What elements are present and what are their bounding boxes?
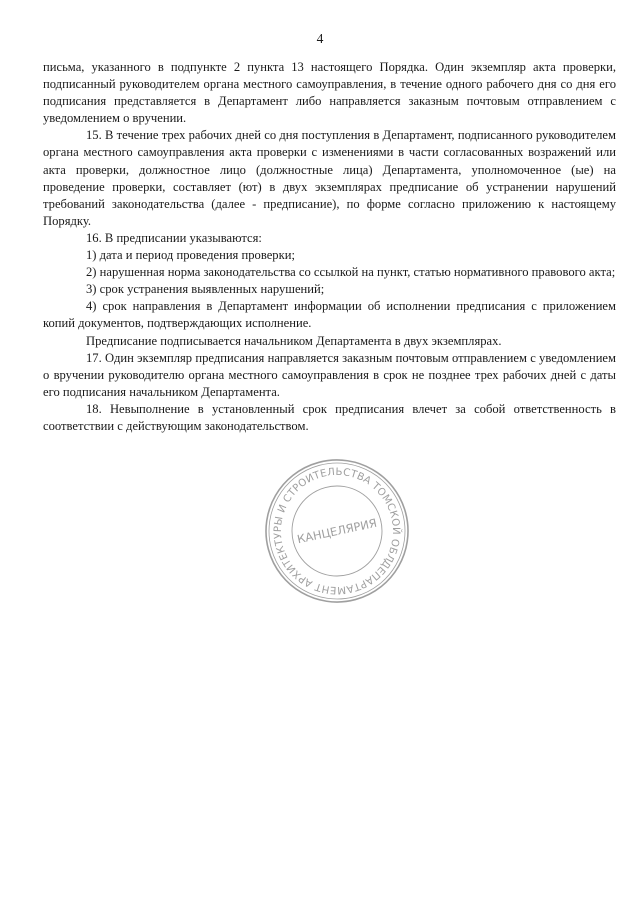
paragraph-15: 15. В течение трех рабочих дней со дня поступления в Департамент, подписанного руководителем органа местного самоуправления акта проверки с изменениями в части согласованных возражений или акта проверки, должностное лицо (должностные лица) Департамента, уполномоченное (ые) на проведение проверки, составляет (ют) в двух экземплярах предписание об устранении нарушений требований законодательства (далее - предписание), по форме согласно приложению к настоящему Порядку. bbox=[43, 128, 616, 228]
document-body bbox=[43, 59, 616, 435]
list-item-4: 4) срок направления в Департамент информации об исполнении предписания с приложением копий документов, подтверждающих исполнение. bbox=[43, 299, 616, 331]
list-item-3: 3) срок устранения выявленных нарушений; bbox=[86, 282, 325, 297]
office-stamp bbox=[262, 456, 412, 606]
paragraph-14-continuation: письма, указанного в подпункте 2 пункта 13 настоящего Порядка. Один экземпляр акта проверки, подписанный руководителем органа местного самоуправления, в течение одного рабочего дня со дня его подписания представляется в Департамент либо направляется заказным почтовым отправлением с уведомлением о вручении. bbox=[43, 60, 616, 126]
stamp-ring-text: ДЕПАРТАМЕНТ АРХИТЕКТУРЫ И СТРОИТЕЛЬСТВА ТОМСКОЙ ОБЛАСТИ bbox=[272, 466, 402, 596]
paragraph-17: 17. Один экземпляр предписания направляется заказным почтовым отправлением с уведомлением о вручении руководителю органа местного самоуправления в срок не позднее трех рабочих дней с даты его подписания начальником Департамента. bbox=[43, 350, 616, 399]
list-item-1: 1) дата и период проведения проверки; bbox=[86, 248, 295, 263]
paragraph-16: 16. В предписании указываются: bbox=[86, 230, 262, 245]
list-item-2: 2) нарушенная норма законодательства со ссылкой на пункт, статью нормативного правового акта; bbox=[86, 265, 616, 280]
page-number: 4 bbox=[316, 31, 324, 46]
stamp-center-text: КАНЦЕЛЯРИЯ bbox=[295, 515, 379, 547]
paragraph-18: 18. Невыполнение в установленный срок предписания влечет за собой ответственность в соответствии с действующим законодательством. bbox=[43, 401, 616, 433]
signature-note: Предписание подписывается начальником Департамента в двух экземплярах. bbox=[86, 333, 502, 348]
